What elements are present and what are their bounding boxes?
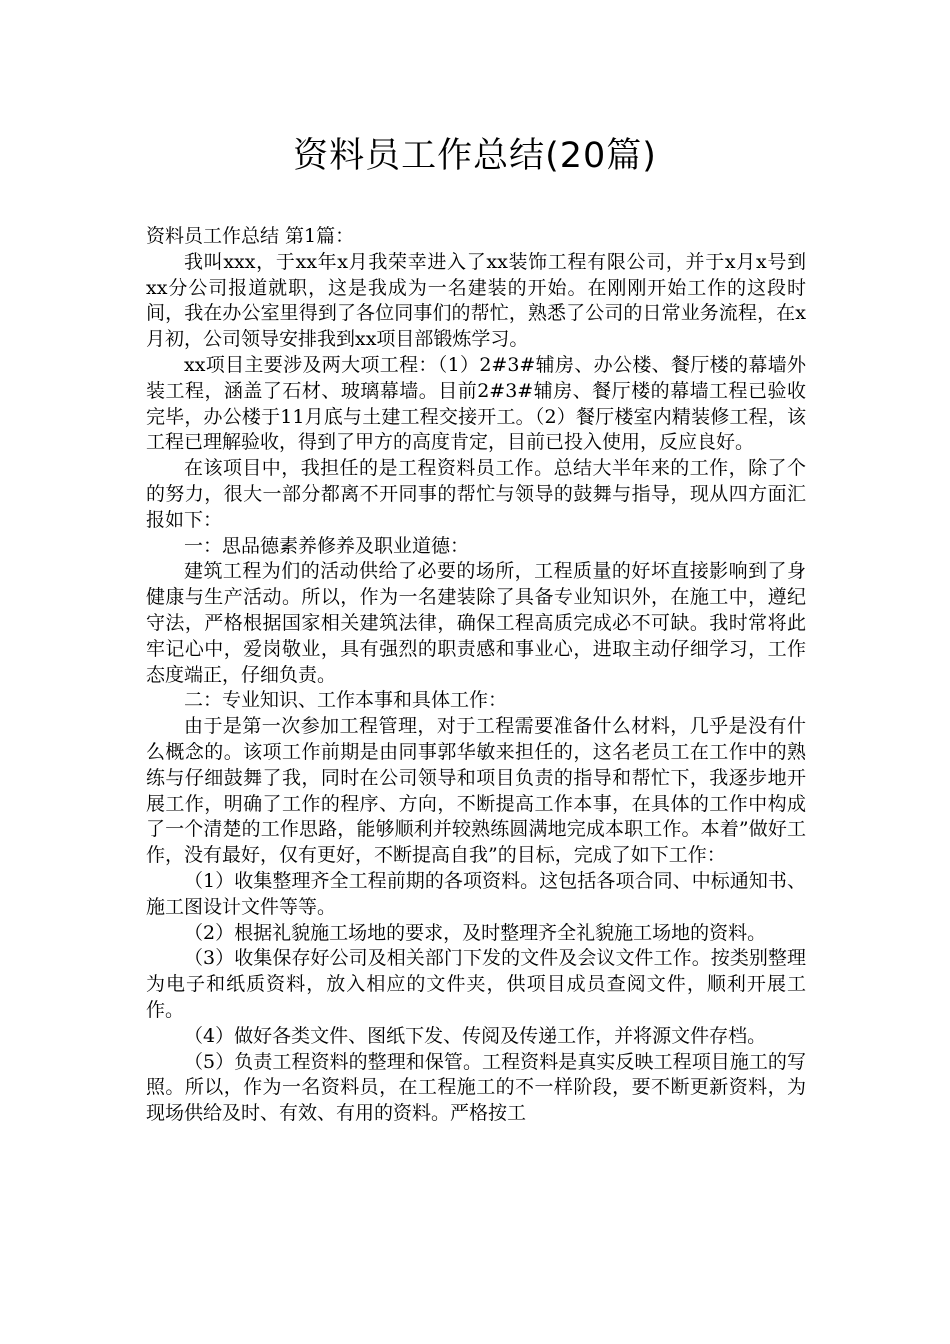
list-item: （3）收集保存好公司及相关部门下发的文件及会议文件工作。按类别整理为电子和纸质资料，放入相应的文件夹，供项目成员查阅文件，顺利开展工作。 [146,947,806,1021]
list-item: （4）做好各类文件、图纸下发、传阅及传递工作，并将源文件存档。 [184,1024,767,1047]
document-title: 资料员工作总结(20篇) [293,136,657,176]
paragraph: 建筑工程为们的活动供给了必要的场所，工程质量的好坏直接影响到了身健康与生产活动。所以，作为一名建装除了具备专业知识外，在施工中，遵纪守法，严格根据国家相关建筑法律，确保工程高质完成必不可缺。我时常将此牢记心中，爱岗敬业，具有强烈的职责感和事业心，进取主动仔细学习，工作态度端正，仔细负责。 [146,560,806,686]
paragraph: xx项目主要涉及两大项工程：（1）2#3#辅房、办公楼、餐厅楼的幕墙外装工程，涵盖了石材、玻璃幕墙。目前2#3#辅房、餐厅楼的幕墙工程已验收完毕，办公楼于11月底与土建工程交接开工。（2）餐厅楼室内精装修工程，该工程已理解验收，得到了甲方的高度肯定，目前已投入使用，反应良好。 [146,353,806,454]
list-item: （5）负责工程资料的整理和保管。工程资料是真实反映工程项目施工的写照。所以，作为一名资料员，在工程施工的不一样阶段，要不断更新资料，为现场供给及时、有效、有用的资料。严格按工 [146,1050,806,1125]
section-heading: 二：专业知识、工作本事和具体工作： [184,689,508,712]
paragraph: 我叫xxx，于xx年x月我荣幸进入了xx装饰工程有限公司，并于x月x号到xx分公司报道就职，这是我成为一名建装的开始。在刚刚开始工作的这段时间，我在办公室里得到了各位同事们的帮忙，熟悉了公司的日常业务流程，在x月初，公司领导安排我到xx项目部锻炼学习。 [146,250,806,351]
list-item: （2）根据礼貌施工场地的要求，及时整理齐全礼貌施工场地的资料。 [184,921,767,944]
paragraph: 由于是第一次参加工程管理，对于工程需要准备什么材料，几乎是没有什么概念的。该项工作前期是由同事郭华敏来担任的，这名老员工在工作中的熟练与仔细鼓舞了我，同时在公司领导和项目负责的指导和帮忙下，我逐步地开展工作，明确了工作的程序、方向，不断提高工作本事，在具体的工作中构成了一个清楚的工作思路，能够顺利并较熟练圆满地完成本职工作。本着”做好工作，没有最好，仅有更好，不断提高自我”的目标，完成了如下工作： [146,715,806,867]
paragraph-heading-1: 资料员工作总结 第1篇： [146,225,355,247]
list-item: （1）收集整理齐全工程前期的各项资料。这包括各项合同、中标通知书、施工图设计文件等等。 [146,869,806,918]
paragraph: 在该项目中，我担任的是工程资料员工作。总结大半年来的工作，除了个的努力，很大一部分都离不开同事的帮忙与领导的鼓舞与指导，现从四方面汇报如下： [146,457,806,531]
document-body [146,224,806,1127]
section-heading: 一：思品德素养修养及职业道德： [184,534,470,557]
